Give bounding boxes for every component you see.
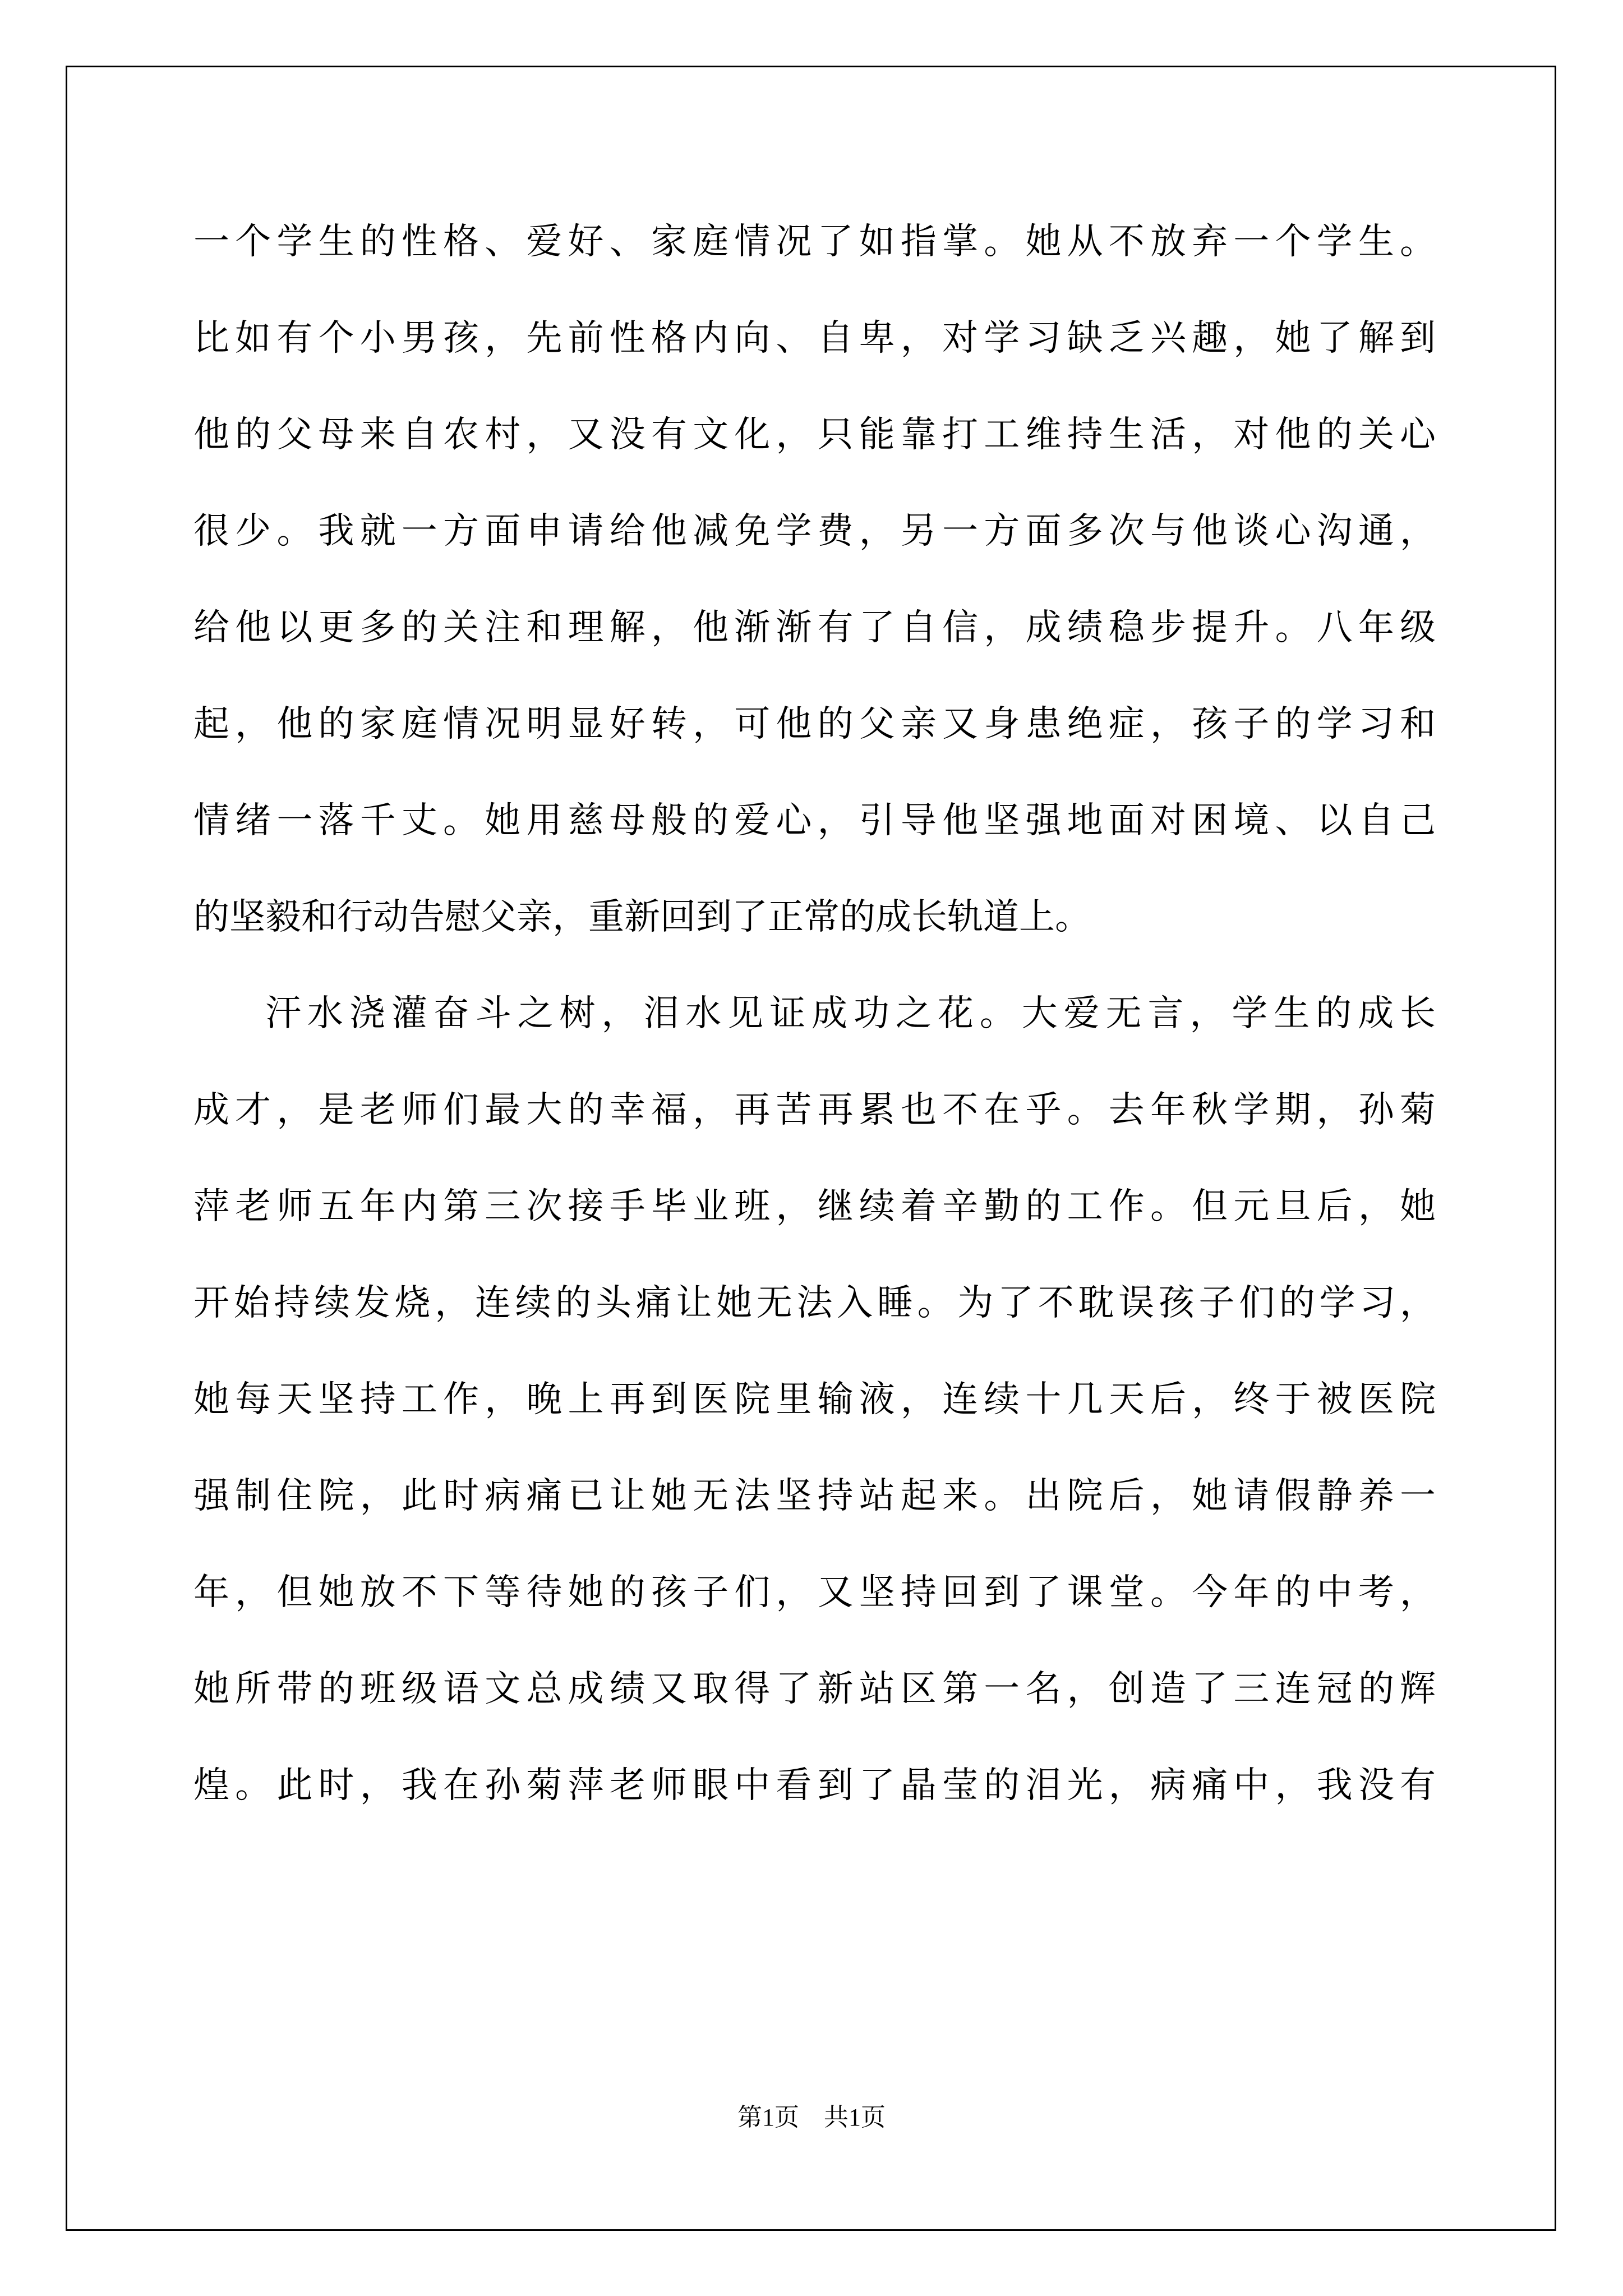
text-line: 一个学生的性格、爱好、家庭情况了如指掌。她从不放弃一个学生。 (193, 221, 1436, 263)
text-line: 萍老师五年内第三次接手毕业班，继续着辛勤的工作。但元旦后，她 (193, 1186, 1436, 1227)
text-line: 她所带的班级语文总成绩又取得了新站区第一名，创造了三连冠的辉 (193, 1668, 1436, 1710)
text-line: 情绪一落千丈。她用慈母般的爱心，引导他坚强地面对困境、以自己 (193, 800, 1436, 841)
text-line: 开始持续发烧，连续的头痛让她无法入睡。为了不耽误孩子们的学习， (193, 1282, 1436, 1324)
text-line: 他的父母来自农村，又没有文化，只能靠打工维持生活，对他的关心 (193, 414, 1436, 455)
text-line: 强制住院，此时病痛已让她无法坚持站起来。出院后，她请假静养一 (193, 1475, 1436, 1517)
text-line: 成才，是老师们最大的幸福，再苦再累也不在乎。去年秋学期，孙菊 (193, 1089, 1436, 1131)
paragraph-first-line: 汗水浇灌奋斗之树，泪水见证成功之花。大爱无言，学生的成长 (265, 993, 1436, 1034)
text-line: 起，他的家庭情况明显好转，可他的父亲又身患绝症，孩子的学习和 (193, 703, 1436, 745)
text-line: 的坚毅和行动告慰父亲，重新回到了正常的成长轨道上。 (193, 896, 1091, 938)
text-line: 比如有个小男孩，先前性格内向、自卑，对学习缺乏兴趣，她了解到 (193, 318, 1436, 359)
text-line: 年，但她放不下等待她的孩子们，又坚持回到了课堂。今年的中考， (193, 1572, 1436, 1613)
text-line: 她每天坚持工作，晚上再到医院里输液，连续十几天后，终于被医院 (193, 1379, 1436, 1420)
page-number-footer: 第1页 共1页 (737, 2104, 886, 2131)
document-body (193, 194, 1436, 1834)
text-line: 煌。此时，我在孙菊萍老师眼中看到了晶莹的泪光，病痛中，我没有 (193, 1765, 1436, 1806)
text-line: 很少。我就一方面申请给他减免学费，另一方面多次与他谈心沟通， (193, 510, 1436, 552)
text-line: 给他以更多的关注和理解，他渐渐有了自信，成绩稳步提升。八年级 (193, 607, 1436, 648)
